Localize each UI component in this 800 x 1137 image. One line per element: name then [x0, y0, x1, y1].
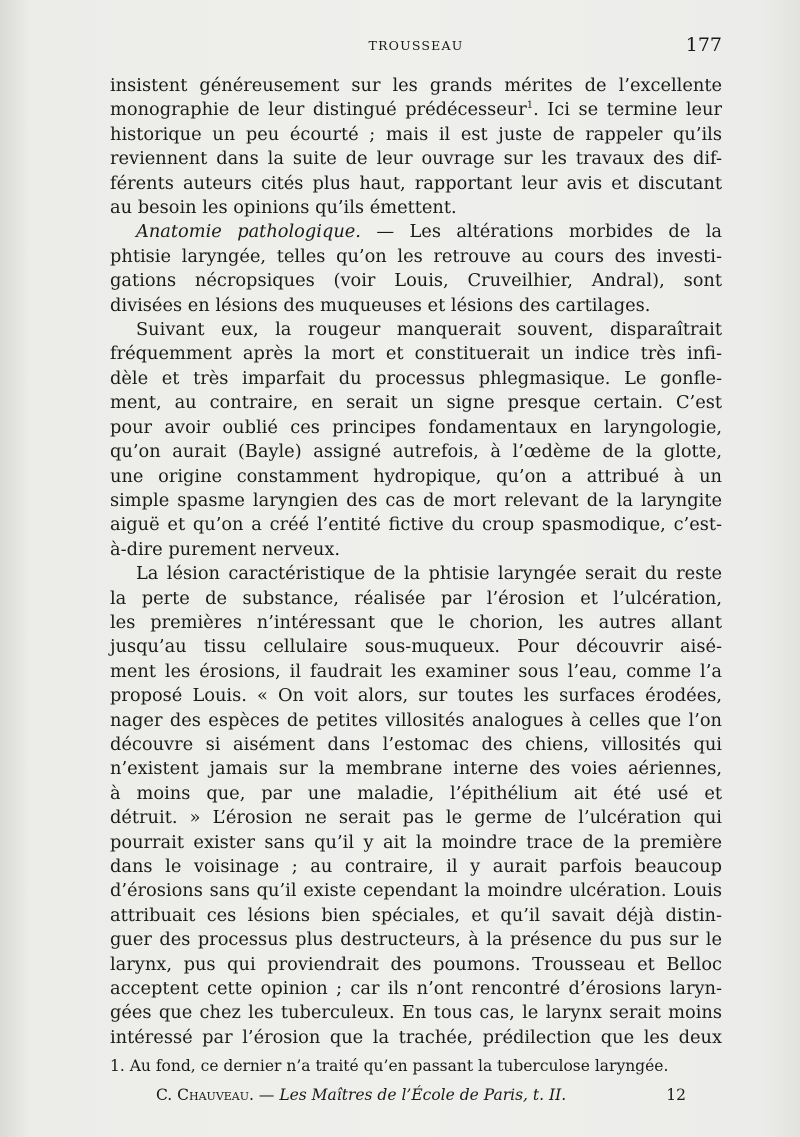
text-line: la perte de substance, réalisée par l’érosion et l’ulcération,	[110, 587, 722, 609]
section-heading: Anatomie pathologique.	[136, 221, 361, 243]
footer-volume: , t. II.	[523, 1086, 567, 1104]
running-head	[110, 34, 722, 58]
footnote-mark: 1	[526, 100, 534, 112]
text-segment: — Les altérations morbides de la	[360, 221, 722, 243]
text-line: gées que chez les tuberculeux. En tous cas, le larynx serait moins	[110, 1002, 722, 1024]
text-line: férents auteurs cités plus haut, rapportant leur avis et discutant	[110, 172, 722, 194]
text-line: pour avoir oublié ces principes fondamentaux en laryngologie,	[110, 416, 722, 438]
footnote: 1. Au fond, ce dernier n’a traité qu’en passant la tuberculose laryngée.	[110, 1057, 669, 1075]
text-line: jusqu’au tissu cellulaire sous-muqueux. Pour découvrir aisé-	[110, 636, 722, 658]
text-line: au besoin les opinions qu’ils émettent.	[110, 197, 457, 219]
text-line: guer des processus plus destructeurs, à la présence du pus sur le	[110, 929, 722, 951]
text-line: dans le voisinage ; au contraire, il y aurait parfois beaucoup	[110, 856, 722, 877]
body-text	[110, 74, 722, 1050]
text-line	[110, 98, 722, 122]
footer-book-title: Les Maîtres de l’École de Paris	[279, 1086, 524, 1104]
page-number: 177	[685, 34, 722, 56]
text-line: intéressé par l’érosion que la trachée, prédilection que les deux	[110, 1026, 722, 1048]
text-line: gations nécropsiques (voir Louis, Cruveilhier, Andral), sont	[110, 270, 722, 292]
text-segment: monographie de leur distingué prédécesseur	[110, 99, 527, 121]
text-line: simple spasme laryngien des cas de mort relevant de la laryngite	[110, 489, 722, 511]
text-line: une origine constamment hydropique, qu’on a attribué à un	[110, 465, 722, 487]
text-line: divisées en lésions des muqueuses et lésions des cartilages.	[110, 294, 651, 316]
text-line: historique un peu écourté ; mais il est juste de rappeler qu’ils	[110, 123, 722, 145]
text-line: fréquemment après la mort et constituerait un indice très infi-	[110, 343, 722, 365]
text-line: les premières n’intéressant que le chorion, les autres allant	[110, 611, 722, 633]
text-line: proposé Louis. « On voit alors, sur toutes les surfaces érodées,	[110, 685, 722, 707]
text-line: Suivant eux, la rougeur manquerait souvent, disparaîtrait	[136, 319, 722, 341]
footer-author: C. Chauveau.	[156, 1086, 254, 1104]
running-title: TROUSSEAU	[368, 38, 464, 53]
signature-mark: 12	[666, 1086, 686, 1104]
text-line: larynx, pus qui proviendrait des poumons. Trousseau et Belloc	[110, 953, 722, 975]
text-line: aiguë et qu’on a créé l’entité fictive du croup spasmodique, c’est-	[110, 514, 722, 536]
text-line: dèle et très imparfait du processus phlegmasique. Le gonfle-	[110, 367, 722, 389]
text-line	[110, 220, 722, 244]
text-line: reviennent dans la suite de leur ouvrage sur les travaux des dif-	[110, 148, 722, 170]
text-line: acceptent cette opinion ; car ils n’ont rencontré d’érosions laryn-	[110, 978, 722, 1000]
text-line: qu’on aurait (Bayle) assigné autrefois, à l’œdème de la glotte,	[110, 441, 722, 463]
text-line: La lésion caractéristique de la phtisie laryngée serait du reste	[136, 563, 722, 585]
text-line: phtisie laryngée, telles qu’on les retrouve au cours des investi-	[110, 245, 722, 267]
text-line: détruit. » L’érosion ne serait pas le germe de l’ulcération qui	[110, 807, 722, 829]
text-line: pourrait exister sans qu’il y ait la moindre trace de la première	[110, 831, 722, 853]
text-line: ment les érosions, il faudrait les examiner sous l’eau, comme l’a	[110, 660, 722, 682]
text-line: n’existent jamais sur la membrane interne des voies aériennes,	[110, 758, 722, 780]
text-segment: . Ici se termine leur	[533, 99, 722, 121]
text-line: découvre si aisément dans l’estomac des chiens, villosités qui	[110, 733, 722, 755]
text-line: nager des espèces de petites villosités analogues à celles que l’on	[110, 709, 722, 731]
text-line: d’érosions sans qu’il existe cependant la moindre ulcération. Louis	[110, 880, 722, 902]
text-line: à moins que, par une maladie, l’épithélium ait été usé et	[110, 782, 722, 804]
text-line: insistent généreusement sur les grands mérites de l’excellente	[110, 75, 722, 96]
text-line: ment, au contraire, en serait un signe presque certain. C’est	[110, 392, 722, 414]
text-line: attribuait ces lésions bien spéciales, et qu’il savait déjà distin-	[110, 904, 722, 926]
footer	[156, 1086, 686, 1104]
text-line: à-dire purement nerveux.	[110, 538, 341, 560]
footer-dash: —	[253, 1086, 280, 1104]
